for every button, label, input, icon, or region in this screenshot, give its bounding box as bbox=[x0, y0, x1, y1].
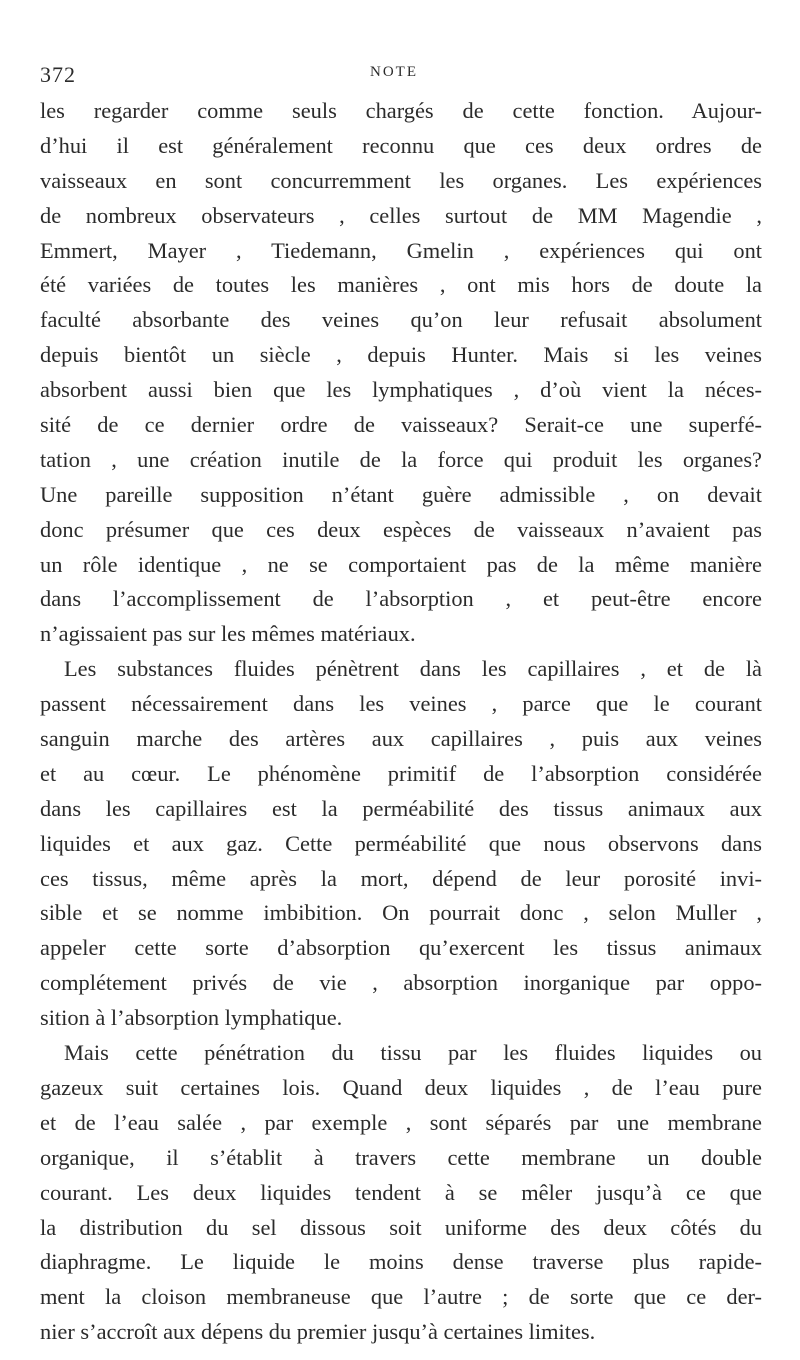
text-line: vaisseaux en sont concurremment les organes. Les expériences bbox=[40, 167, 762, 193]
text-line: ment la cloison membraneuse que l’autre ; de sorte que ce der- bbox=[40, 1284, 762, 1310]
paragraph-start-line: Mais cette pénétration du tissu par les fluides liquides ou bbox=[64, 1040, 762, 1066]
text-line: donc présumer que ces deux espèces de vaisseaux n’avaient pas bbox=[40, 516, 762, 542]
body-text bbox=[40, 94, 762, 1350]
running-head: NOTE bbox=[370, 64, 418, 80]
text-line: été variées de toutes les manières , ont mis hors de doute la bbox=[40, 272, 762, 298]
text-line: la distribution du sel dissous soit uniforme des deux côtés du bbox=[40, 1214, 762, 1240]
paragraph-end-line: n’agissaient pas sur les mêmes matériaux. bbox=[40, 621, 416, 647]
text-line: tation , une création inutile de la force qui produit les organes? bbox=[40, 446, 762, 472]
page-header bbox=[40, 62, 760, 92]
text-line: de nombreux observateurs , celles surtout de MM Magendie , bbox=[40, 202, 762, 228]
text-line: absorbent aussi bien que les lymphatiques , d’où vient la néces- bbox=[40, 377, 762, 403]
text-line: sanguin marche des artères aux capillaires , puis aux veines bbox=[40, 726, 762, 752]
text-line: faculté absorbante des veines qu’on leur refusait absolument bbox=[40, 307, 762, 333]
text-line: sité de ce dernier ordre de vaisseaux? Serait-ce une superfé- bbox=[40, 412, 762, 438]
text-line: Emmert, Mayer , Tiedemann, Gmelin , expériences qui ont bbox=[40, 237, 762, 263]
paragraph-start-line: Les substances fluides pénètrent dans les capillaires , et de là bbox=[64, 656, 762, 682]
paragraph-end-line: nier s’accroît aux dépens du premier jusqu’à certaines limites. bbox=[40, 1319, 596, 1345]
text-line: courant. Les deux liquides tendent à se mêler jusqu’à ce que bbox=[40, 1179, 762, 1205]
text-line: les regarder comme seuls chargés de cette fonction. Aujour- bbox=[40, 98, 762, 123]
text-line: sible et se nomme imbibition. On pourrait donc , selon Muller , bbox=[40, 900, 762, 926]
text-line: diaphragme. Le liquide le moins dense traverse plus rapide- bbox=[40, 1249, 762, 1275]
text-line: et de l’eau salée , par exemple , sont séparés par une membrane bbox=[40, 1109, 762, 1135]
text-line: complétement privés de vie , absorption inorganique par oppo- bbox=[40, 970, 762, 996]
text-line: un rôle identique , ne se comportaient pas de la même manière bbox=[40, 551, 762, 577]
text-line: dans les capillaires est la perméabilité des tissus animaux aux bbox=[40, 795, 762, 821]
text-line: et au cœur. Le phénomène primitif de l’absorption considérée bbox=[40, 760, 762, 786]
text-line: appeler cette sorte d’absorption qu’exercent les tissus animaux bbox=[40, 935, 762, 961]
text-line: dans l’accomplissement de l’absorption , et peut-être encore bbox=[40, 586, 762, 612]
text-line: organique, il s’établit à travers cette membrane un double bbox=[40, 1144, 762, 1170]
text-line: Une pareille supposition n’étant guère admissible , on devait bbox=[40, 481, 762, 507]
text-line: gazeux suit certaines lois. Quand deux liquides , de l’eau pure bbox=[40, 1074, 762, 1100]
page-number: 372 bbox=[40, 62, 76, 87]
paragraph-end-line: sition à l’absorption lymphatique. bbox=[40, 1005, 343, 1031]
text-line: liquides et aux gaz. Cette perméabilité que nous observons dans bbox=[40, 830, 762, 856]
text-line: d’hui il est généralement reconnu que ces deux ordres de bbox=[40, 132, 762, 158]
text-line: depuis bientôt un siècle , depuis Hunter. Mais si les veines bbox=[40, 342, 762, 368]
text-line: ces tissus, même après la mort, dépend de leur porosité invi- bbox=[40, 865, 762, 891]
text-line: passent nécessairement dans les veines , parce que le courant bbox=[40, 691, 762, 717]
